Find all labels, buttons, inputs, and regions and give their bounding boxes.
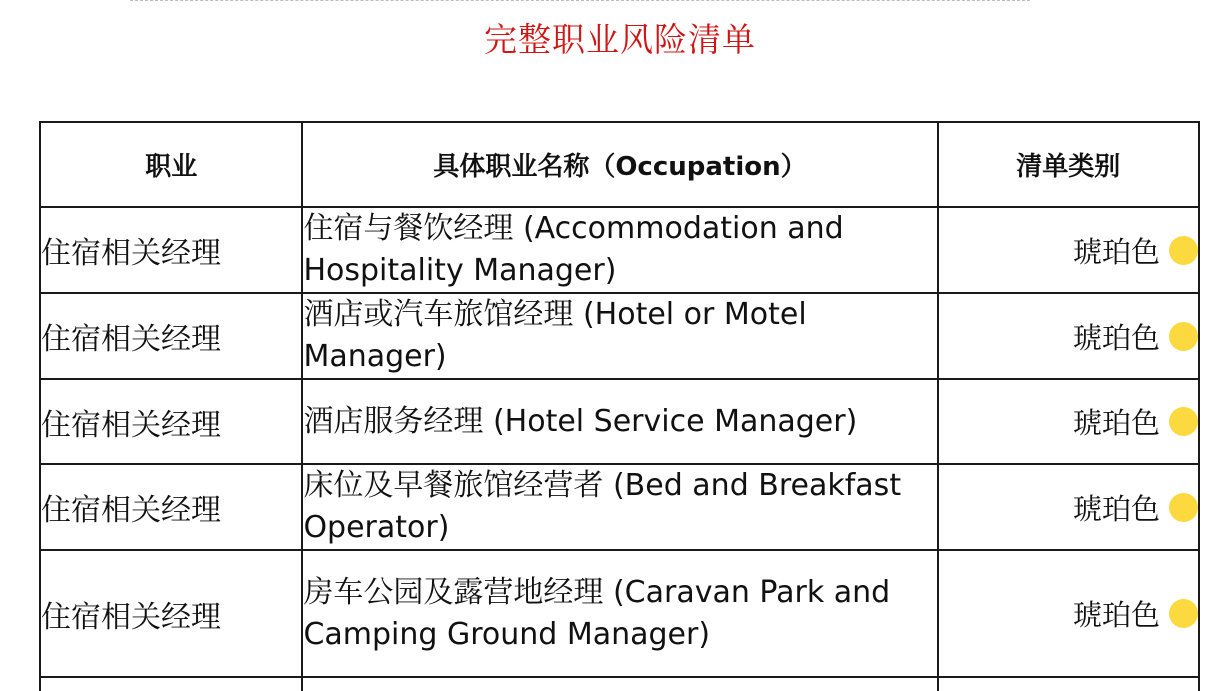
amber-dot-icon (1169, 599, 1198, 628)
table-row (40, 379, 1199, 464)
category-label: 琥珀色 (1072, 320, 1160, 355)
category-cell (938, 550, 1199, 677)
table-row (40, 464, 1199, 550)
occupation-name-cell: 酒店服务经理 (Hotel Service Manager) (302, 379, 937, 464)
occupation-cell: 住宿相关经理 (40, 464, 302, 550)
header-occupation: 职业 (40, 122, 302, 207)
category-cell (938, 293, 1199, 379)
top-divider (130, 0, 1030, 2)
page-title: 完整职业风险清单 (484, 20, 756, 59)
amber-dot-icon (1169, 236, 1198, 265)
occupation-name-cell (302, 677, 937, 691)
table-header-row (40, 122, 1199, 207)
header-list-category: 清单类别 (938, 122, 1199, 207)
category-label: 琥珀色 (1072, 234, 1160, 269)
category-cell (938, 464, 1199, 550)
category-label: 琥珀色 (1072, 491, 1160, 526)
occupation-risk-table (39, 121, 1200, 691)
occupation-name-cell: 住宿与餐饮经理 (Accommodation and Hospitality Manager) (302, 207, 937, 293)
occupation-name-cell: 酒店或汽车旅馆经理 (Hotel or Motel Manager) (302, 293, 937, 379)
occupation-cell: 住宿相关经理 (40, 550, 302, 677)
category-label: 琥珀色 (1072, 406, 1160, 440)
occupation-name-cell: 床位及早餐旅馆经营者 (Bed and Breakfast Operator) (302, 464, 937, 550)
occupation-cell: 住宿相关经理 (40, 293, 302, 379)
occupation-cell: 住宿相关经理 (40, 379, 302, 464)
amber-dot-icon (1169, 407, 1198, 436)
occupation-cell: 住宿相关经理 (40, 207, 302, 293)
table-row (40, 550, 1199, 677)
table-row (40, 207, 1199, 293)
amber-dot-icon (1169, 322, 1198, 351)
category-label: 琥珀色 (1072, 598, 1160, 632)
occupation-name-cell: 房车公园及露营地经理 (Caravan Park and Camping Ground Manager) (302, 550, 937, 677)
category-cell (938, 379, 1199, 464)
category-cell (938, 207, 1199, 293)
category-cell (938, 677, 1199, 691)
amber-dot-icon (1169, 493, 1198, 522)
table-row-partial (40, 677, 1199, 691)
header-occupation-name: 具体职业名称（Occupation） (302, 122, 937, 207)
occupation-cell (40, 677, 302, 691)
table-row (40, 293, 1199, 379)
